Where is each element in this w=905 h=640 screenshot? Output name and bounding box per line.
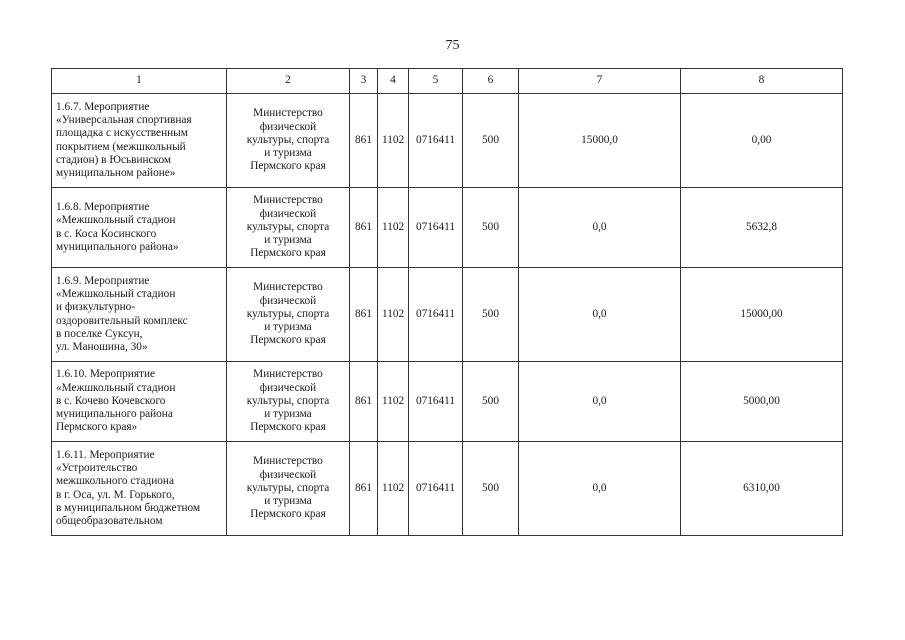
header-cell: 8 — [681, 69, 843, 94]
code-4: 1102 — [378, 268, 409, 362]
code-4: 1102 — [378, 442, 409, 536]
code-3: 861 — [350, 94, 378, 188]
code-4: 1102 — [378, 362, 409, 442]
ministry-name: Министерство физической культуры, спорта и туризма Пермского края — [227, 362, 350, 442]
amount-7: 0,0 — [519, 268, 681, 362]
code-6: 500 — [463, 94, 519, 188]
table-row — [52, 268, 843, 362]
amount-7: 0,0 — [519, 188, 681, 268]
amount-8: 15000,00 — [681, 268, 843, 362]
header-cell: 1 — [52, 69, 227, 94]
header-cell: 4 — [378, 69, 409, 94]
ministry-name: Министерство физической культуры, спорта и туризма Пермского края — [227, 188, 350, 268]
amount-8: 5632,8 — [681, 188, 843, 268]
header-cell: 2 — [227, 69, 350, 94]
amount-7: 0,0 — [519, 442, 681, 536]
table-row — [52, 188, 843, 268]
code-6: 500 — [463, 362, 519, 442]
event-name: 1.6.8. Мероприятие «Межшкольный стадион в с. Коса Косинского муниципального района» — [52, 188, 227, 268]
code-6: 500 — [463, 268, 519, 362]
table-row — [52, 362, 843, 442]
header-cell: 7 — [519, 69, 681, 94]
event-name: 1.6.9. Мероприятие «Межшкольный стадион и физкультурно- оздоровительный комплекс в поселке Суксун, ул. Маношина, 30» — [52, 268, 227, 362]
code-5: 0716411 — [409, 94, 463, 188]
code-6: 500 — [463, 442, 519, 536]
amount-8: 0,00 — [681, 94, 843, 188]
ministry-name: Министерство физической культуры, спорта и туризма Пермского края — [227, 442, 350, 536]
code-5: 0716411 — [409, 362, 463, 442]
ministry-name: Министерство физической культуры, спорта и туризма Пермского края — [227, 94, 350, 188]
event-name: 1.6.11. Мероприятие «Устроительство межшкольного стадиона в г. Оса, ул. М. Горького, в муниципальном бюджетном общеобразовательном — [52, 442, 227, 536]
header-cell: 6 — [463, 69, 519, 94]
code-6: 500 — [463, 188, 519, 268]
header-cell: 3 — [350, 69, 378, 94]
table-row — [52, 94, 843, 188]
code-5: 0716411 — [409, 188, 463, 268]
event-name: 1.6.10. Мероприятие «Межшкольный стадион в с. Кочево Кочевского муниципального района Пермского края» — [52, 362, 227, 442]
code-3: 861 — [350, 442, 378, 536]
event-name: 1.6.7. Мероприятие «Универсальная спортивная площадка с искусственным покрытием (межшкольный стадион) в Юсьвинском муниципальном районе» — [52, 94, 227, 188]
code-4: 1102 — [378, 94, 409, 188]
amount-8: 5000,00 — [681, 362, 843, 442]
code-5: 0716411 — [409, 442, 463, 536]
ministry-name: Министерство физической культуры, спорта и туризма Пермского края — [227, 268, 350, 362]
code-3: 861 — [350, 268, 378, 362]
code-3: 861 — [350, 188, 378, 268]
amount-7: 15000,0 — [519, 94, 681, 188]
code-3: 861 — [350, 362, 378, 442]
amount-8: 6310,00 — [681, 442, 843, 536]
code-5: 0716411 — [409, 268, 463, 362]
table-header-row — [52, 69, 843, 94]
amount-7: 0,0 — [519, 362, 681, 442]
header-cell: 5 — [409, 69, 463, 94]
page-number: 75 — [445, 38, 460, 53]
budget-table — [51, 68, 843, 536]
code-4: 1102 — [378, 188, 409, 268]
table-row — [52, 442, 843, 536]
